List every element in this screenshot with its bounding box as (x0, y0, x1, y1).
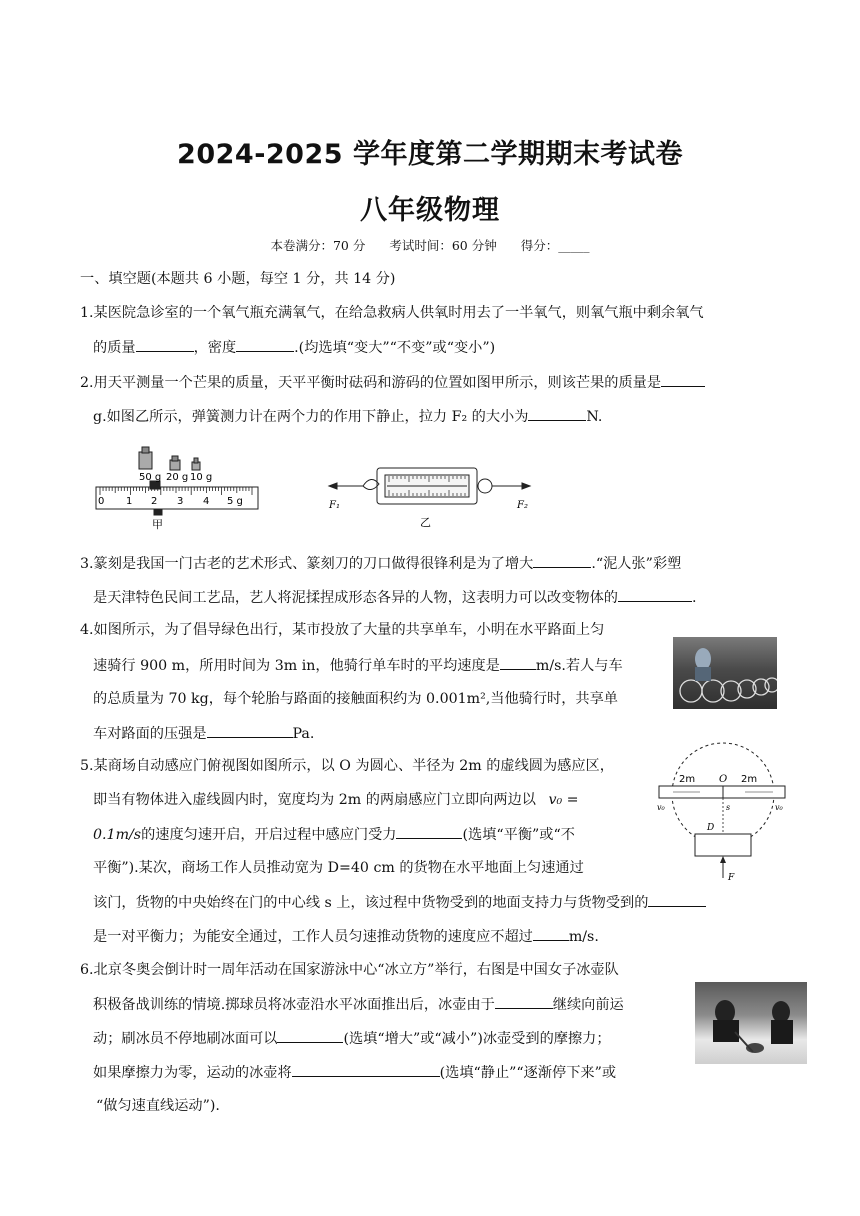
q2-line1 (80, 372, 705, 393)
section-heading: 一、填空题(本题共 6 小题，每空 1 分，共 14 分) (80, 271, 396, 287)
q2-blank-2[interactable] (528, 406, 586, 421)
center-o-label: O (719, 774, 728, 785)
q3-line1 (80, 553, 681, 574)
q5-blank-3[interactable] (533, 926, 569, 941)
q5-line3 (93, 824, 575, 845)
q6-text-c: 动；刷冰员不停地刷冰面可以 (93, 1031, 278, 1047)
q2-text-a: 2.用天平测量一个芒果的质量，天平平衡时砝码和游码的位置如图甲所示，则该芒果的质量是 (80, 375, 662, 391)
scale-tick-5: 5 g (227, 496, 243, 507)
q4-text-d: ,当他骑行时，共享单 (485, 691, 618, 707)
q6-line4 (93, 1062, 616, 1083)
full-score: 本卷满分：70 分 (270, 238, 366, 253)
balance-figure (92, 440, 267, 532)
q4-text-c: 的总质量为 70 kg，每个轮胎与路面的接触面积约为 (93, 691, 422, 707)
curling-photo (695, 982, 807, 1064)
q3-text-c: 是天津特色民间工艺品，艺人将泥揉捏成形态各异的人物，这表明力可以改变物体的 (93, 590, 618, 606)
q4-line3 (93, 689, 618, 709)
d-width-label: D (707, 823, 715, 833)
q4-area-value: 0.001m² (426, 691, 486, 707)
q6-blank-1[interactable] (495, 994, 553, 1009)
q4-blank-1[interactable] (500, 655, 536, 670)
exam-subtitle: 八年级物理 (360, 195, 500, 226)
q4-text-e: 车对路面的压强是 (93, 726, 207, 742)
bike-wheels-icon (673, 637, 777, 709)
sensor-door-figure (655, 738, 790, 883)
force-f1-label: F₁ (329, 500, 340, 511)
q6-text-b: 继续向前运 (552, 997, 624, 1013)
q1-line1: 1.某医院急诊室的一个氧气瓶充满氧气，在给急救病人供氧时用去了一半氧气，则氧气瓶中剩余氧气 (80, 305, 704, 321)
q6-line1: 6.北京冬奥会倒计时一周年活动在国家游泳中心“冰立方”举行，右图是中国女子冰壶队 (80, 962, 619, 978)
q5-v0-expr: v₀ = (548, 792, 579, 808)
q5-text-a: 即当有物体进入虚线圆内时，宽度均为 2m 的两扇感应门立即向两边以 (93, 792, 536, 808)
weight-20g-label: 20 g (166, 472, 189, 483)
q6-text-f: (选填“静止”“逐渐停下来”或 (439, 1065, 617, 1081)
q1-blank-2[interactable] (236, 337, 294, 352)
q3-text-b: .“泥人张”彩塑 (591, 556, 682, 572)
q6-line5: “做匀速直线运动”). (96, 1098, 220, 1114)
q2-text-b: g.如图乙所示，弹簧测力计在两个力的作用下静止，拉力 F₂ 的大小为 (93, 409, 529, 425)
q6-line3 (93, 1028, 611, 1049)
q5-text-d: 该门，货物的中央始终在门的中心线 s 上，该过程中货物受到的地面支持力与货物受到的 (93, 895, 649, 911)
scale-tick-1: 1 (126, 496, 133, 507)
scale-tick-3: 3 (177, 496, 184, 507)
score-field: 得分：_____ (520, 238, 590, 253)
q6-line2 (93, 994, 624, 1015)
fig-yi-label: 乙 (420, 516, 431, 529)
exam-meta (0, 236, 860, 254)
exam-time: 考试时间：60 分钟 (389, 238, 497, 253)
f-force-label: F (728, 873, 735, 883)
q6-blank-2[interactable] (277, 1028, 343, 1043)
q3-text-d: . (691, 590, 697, 606)
q5-line6 (93, 926, 599, 947)
q5-line5 (93, 892, 706, 913)
q6-text-e: 如果摩擦力为零，运动的冰壶将 (93, 1065, 292, 1081)
q2-text-c: N. (586, 409, 603, 425)
v0-right-label: v₀ (775, 803, 783, 812)
q4-text-a: 速骑行 900 m，所用时间为 3m in，他骑行单车时的平均速度是 (93, 658, 500, 674)
q5-text-c: (选填“平衡”或“不 (462, 827, 575, 843)
q2-blank-1[interactable] (661, 372, 705, 387)
q3-blank-1[interactable] (533, 553, 591, 568)
weight-50g-label: 50 g (139, 472, 162, 483)
v0-left-label: v₀ (657, 803, 665, 812)
q6-blank-3[interactable] (292, 1062, 440, 1077)
scale-tick-4: 4 (203, 496, 210, 507)
q5-speed-value: 0.1m/s (93, 827, 142, 843)
q5-text-b: 的速度匀速开启，开启过程中感应门受力 (141, 827, 397, 843)
q5-line1: 5.某商场自动感应门俯视图如图所示，以 O 为圆心、半径为 2m 的虚线圆为感应区， (80, 758, 614, 774)
q1-line2 (93, 337, 495, 358)
shared-bike-photo (673, 637, 777, 709)
spring-scale-figure (325, 448, 535, 536)
q4-text-f: Pa. (292, 726, 315, 742)
q5-text-f: m/s. (568, 929, 599, 945)
q5-blank-2[interactable] (648, 892, 706, 907)
q5-text-e: 是一对平衡力；为能安全通过，工作人员匀速推动货物的速度应不超过 (93, 929, 533, 945)
q4-line1: 4.如图所示，为了倡导绿色出行，某市投放了大量的共享单车，小明在水平路面上匀 (80, 622, 605, 638)
q1-text-c: .(均选填“变大”“不变”或“变小”) (294, 340, 496, 356)
q1-blank-1[interactable] (136, 337, 194, 352)
q4-line4 (93, 723, 314, 744)
q6-text-d: (选填“增大”或“减小”)冰壶受到的摩擦力； (343, 1031, 611, 1047)
q5-blank-1[interactable] (396, 824, 462, 839)
q3-text-a: 3.篆刻是我国一门古老的艺术形式、篆刻刀的刀口做得很锋利是为了增大 (80, 556, 534, 572)
left-distance-label: 2m (679, 774, 696, 785)
q1-text-a: 的质量 (93, 340, 136, 356)
weight-10g-label: 10 g (190, 472, 213, 483)
scale-tick-0: 0 (98, 496, 105, 507)
q1-text-b: ，密度 (193, 340, 237, 356)
right-distance-label: 2m (741, 774, 758, 785)
scale-tick-2: 2 (151, 496, 158, 507)
exam-title: 2024-2025 学年度第二学期期末考试卷 (177, 139, 683, 170)
q4-text-b: m/s.若人与车 (535, 658, 623, 674)
q5-line2 (93, 790, 579, 810)
q3-line2 (93, 587, 696, 608)
s-line-label: s (726, 803, 731, 812)
curling-players-icon (695, 982, 807, 1064)
q5-line4: 平衡”).某次，商场工作人员推动宽为 D=40 cm 的货物在水平地面上匀速通过 (93, 860, 584, 876)
q3-blank-2[interactable] (618, 587, 692, 602)
q4-blank-2[interactable] (207, 723, 293, 738)
q4-line2 (93, 655, 623, 676)
q2-line2 (93, 406, 602, 427)
q6-text-a: 积极备战训练的情境.掷球员将冰壶沿水平冰面推出后，冰壶由于 (93, 997, 495, 1013)
fig-jia-label: 甲 (152, 518, 163, 531)
force-f2-label: F₂ (517, 500, 528, 511)
